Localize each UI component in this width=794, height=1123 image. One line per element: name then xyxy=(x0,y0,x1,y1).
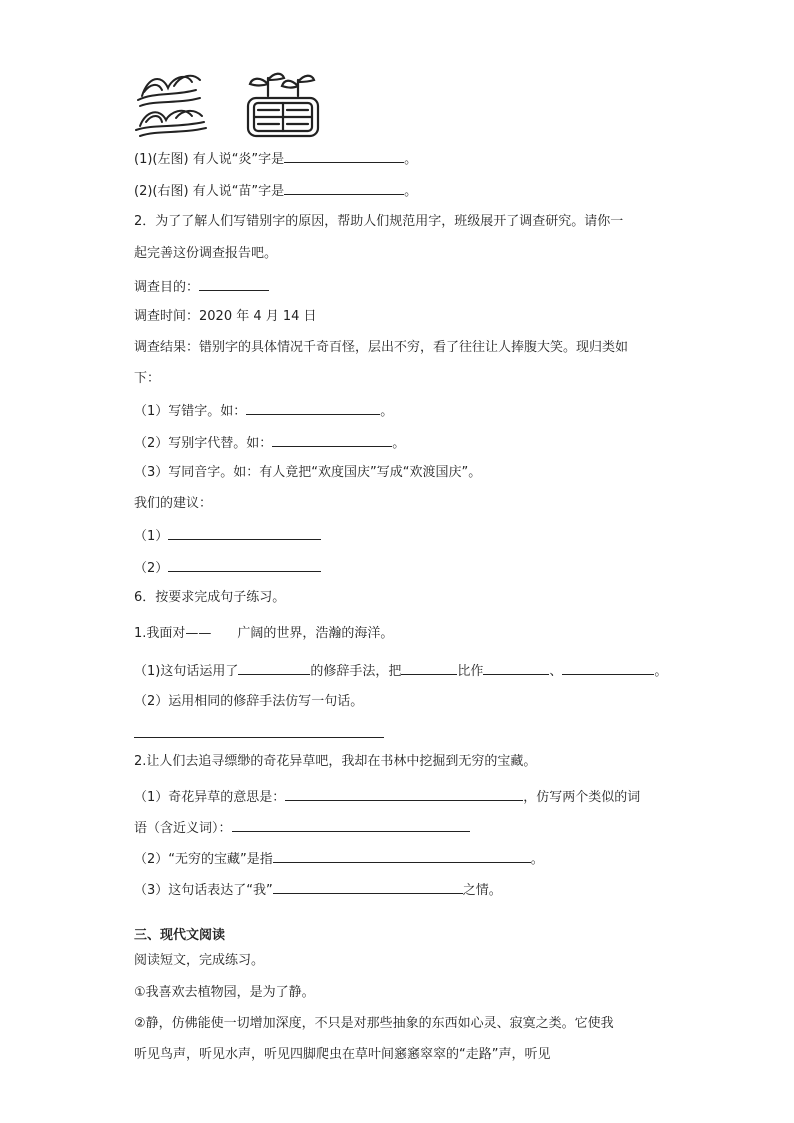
meaning-blank[interactable] xyxy=(285,786,523,801)
item-text: （1）写错字。如： xyxy=(134,404,247,419)
question-text: 比作 xyxy=(457,664,484,679)
suggestion-blank[interactable] xyxy=(168,525,321,540)
answer-blank[interactable] xyxy=(284,148,404,163)
question-text: （3）这句话表达了“我” xyxy=(134,883,273,898)
seedling-character-illustration xyxy=(240,66,326,138)
survey-time: 调查时间：2020 年 4 月 14 日 xyxy=(134,309,317,324)
question-right-figure xyxy=(134,180,417,200)
survey-result-line2: 下： xyxy=(134,371,161,386)
survey-result-line1: 调查结果：错别字的具体情况千奇百怪，层出不穷，看了往往让人捧腹大笑。现归类如 xyxy=(134,340,629,355)
item-text: （2）写别字代替。如： xyxy=(134,436,273,451)
sentence-2-question-2 xyxy=(134,848,544,868)
rhetoric-blank[interactable] xyxy=(238,660,310,675)
suggestion-label: 我们的建议： xyxy=(134,496,213,511)
punctuation: 。 xyxy=(392,436,406,451)
emotion-blank[interactable] xyxy=(273,879,463,894)
question-text: （2）“无穷的宝藏”是指 xyxy=(134,852,273,867)
question-text: ，仿写两个类似的词 xyxy=(523,790,641,805)
punctuation: 。 xyxy=(404,184,418,199)
purpose-label: 调查目的： xyxy=(134,280,200,295)
question-text: 语（含近义词）： xyxy=(134,821,232,836)
question-text: (1)(左图) 有人说“炎”字是 xyxy=(134,152,285,167)
q2-intro-line2: 起完善这份调查报告吧。 xyxy=(134,246,278,261)
suggestion-blank[interactable] xyxy=(168,557,321,572)
compare-blank-2[interactable] xyxy=(562,660,654,675)
result-item-3: （3）写同音字。如：有人竟把“欢度国庆”写成“欢渡国庆”。 xyxy=(134,465,482,480)
reading-instruction: 阅读短文，完成练习。 xyxy=(134,953,265,968)
synonym-blank[interactable] xyxy=(232,817,470,832)
question-left-figure xyxy=(134,148,417,168)
result-item-2 xyxy=(134,432,405,452)
sentence-2: 2.让人们去追寻缥缈的奇花异草吧，我却在书林中挖掘到无穷的宝藏。 xyxy=(134,754,537,769)
punctuation: 、 xyxy=(549,664,563,679)
passage-paragraph-2-line1: ②静，仿佛能使一切增加深度，不只是对那些抽象的东西如心灵、寂寞之类。它使我 xyxy=(134,1016,614,1031)
treasure-blank[interactable] xyxy=(273,848,531,863)
punctuation: 。 xyxy=(404,152,418,167)
suggestion-2 xyxy=(134,557,321,577)
question-text: 之情。 xyxy=(462,883,502,898)
q6-title: 6．按要求完成句子练习。 xyxy=(134,590,286,605)
question-text: （1)这句话运用了 xyxy=(134,664,239,679)
object-blank[interactable] xyxy=(401,660,457,675)
q2-intro-line1: 2．为了了解人们写错别字的原因，帮助人们规范用字，班级展开了调查研究。请你一 xyxy=(134,214,624,229)
suggestion-number: （2） xyxy=(134,561,169,576)
question-text: (2)(右图) 有人说“苗”字是 xyxy=(134,184,285,199)
sentence-1-question-2: （2）运用相同的修辞手法仿写一句话。 xyxy=(134,694,364,709)
question-text: 的修辞手法，把 xyxy=(310,664,402,679)
suggestion-number: （1） xyxy=(134,529,169,544)
answer-blank[interactable] xyxy=(272,432,392,447)
punctuation: 。 xyxy=(530,852,544,867)
punctuation: 。 xyxy=(380,404,394,419)
passage-paragraph-2-line2: 听见鸟声，听见水声，听见四脚爬虫在草叶间窸窸窣窣的“走路”声，听见 xyxy=(134,1047,551,1062)
compare-blank-1[interactable] xyxy=(483,660,549,675)
survey-purpose xyxy=(134,276,269,296)
sentence-2-question-3 xyxy=(134,879,502,899)
answer-blank[interactable] xyxy=(284,180,404,195)
result-item-1 xyxy=(134,400,393,420)
flame-character-illustration xyxy=(134,66,212,138)
purpose-blank[interactable] xyxy=(199,276,269,291)
sentence-2-question-1 xyxy=(134,786,640,806)
passage-paragraph-1: ①我喜欢去植物园，是为了静。 xyxy=(134,985,315,1000)
suggestion-1 xyxy=(134,525,321,545)
sentence-1-question-1 xyxy=(134,660,667,680)
imitation-answer-blank[interactable] xyxy=(134,737,384,738)
question-text: （1）奇花异草的意思是： xyxy=(134,790,286,805)
punctuation: 。 xyxy=(654,664,668,679)
answer-blank[interactable] xyxy=(246,400,380,415)
section-title: 三、现代文阅读 xyxy=(134,928,226,943)
sentence-1: 1.我面对—— 广阔的世界，浩瀚的海洋。 xyxy=(134,626,394,641)
sentence-2-question-1b xyxy=(134,817,470,837)
